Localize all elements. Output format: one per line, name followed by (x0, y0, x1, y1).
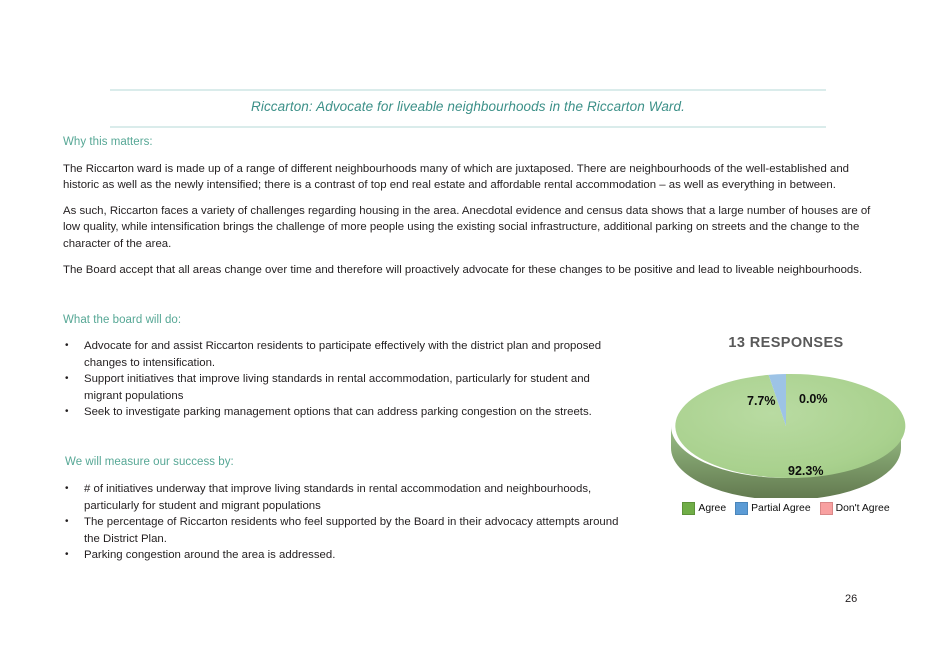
chart-legend (655, 502, 917, 515)
success-measures-list (63, 481, 623, 564)
legend-item-partial-agree (735, 502, 811, 515)
section-heading-we-will-measure-our-success-by: We will measure our success by: (65, 456, 234, 468)
section-heading-what-the-board-will-do: What the board will do: (63, 314, 182, 326)
pie-value-dont-agree: 0.0% (799, 392, 828, 406)
legend-item-agree (682, 502, 726, 515)
header-rule-bottom (110, 126, 826, 128)
chart-title: 13 RESPONSES (728, 335, 844, 351)
pie-slice-agree (675, 374, 905, 478)
header-rule-top (110, 89, 826, 91)
legend-label-partial-agree: Partial Agree (751, 503, 811, 514)
list-item: • The percentage of Riccarton residents who feel supported by the Board in their advocacy attempts around the District Plan. (63, 514, 623, 547)
list-item: • Seek to investigate parking management options that can address parking congestion on the streets. (63, 404, 623, 421)
legend-label-dont-agree: Don't Agree (835, 503, 890, 514)
responses-pie-chart (655, 330, 917, 530)
pie-value-agree: 92.3% (788, 464, 824, 478)
list-item: • # of initiatives underway that improve living standards in rental accommodation and neighbourhoods, particularly for student and migrant populations (63, 481, 623, 514)
legend-swatch-partial-agree (735, 502, 748, 515)
legend-item-dont-agree (820, 502, 890, 515)
list-item: • Parking congestion around the area is addressed. (63, 547, 623, 564)
paragraph-2: As such, Riccarton faces a variety of challenges regarding housing in the area. Anecdotal evidence and census data shows that a large number of houses are of low quality, while intensification brings the challenge of more people using the existing social infrastructure, additional parking on streets and the change to the character of the area. (63, 205, 871, 250)
legend-label-agree: Agree (698, 503, 727, 514)
pie-graphic (655, 358, 917, 498)
section-heading-why-this-matters: Why this matters: (63, 136, 153, 148)
page-number: 26 (845, 593, 858, 605)
page-title: Riccarton: Advocate for liveable neighbourhoods in the Riccarton Ward. (251, 99, 685, 114)
list-item: • Support initiatives that improve living standards in rental accommodation, particularly for student and migrant populations (63, 371, 623, 404)
legend-swatch-agree (682, 502, 695, 515)
paragraph-1: The Riccarton ward is made up of a range of different neighbourhoods many of which are juxtaposed. There are neighbourhoods of the well-established and historic as well as the newly intensified; there is a contrast of top end real estate and affordable rental accommodation – as well as everything in between. (63, 163, 850, 192)
pie-svg (655, 358, 917, 498)
board-actions-list (63, 338, 623, 421)
legend-swatch-dont-agree (820, 502, 833, 515)
pie-value-partial-agree: 7.7% (747, 394, 776, 408)
list-item: • Advocate for and assist Riccarton residents to participate effectively with the district plan and proposed changes to intensification. (63, 338, 623, 371)
paragraph-3: The Board accept that all areas change over time and therefore will proactively advocate for these changes to be positive and lead to liveable neighbourhoods. (63, 264, 863, 276)
